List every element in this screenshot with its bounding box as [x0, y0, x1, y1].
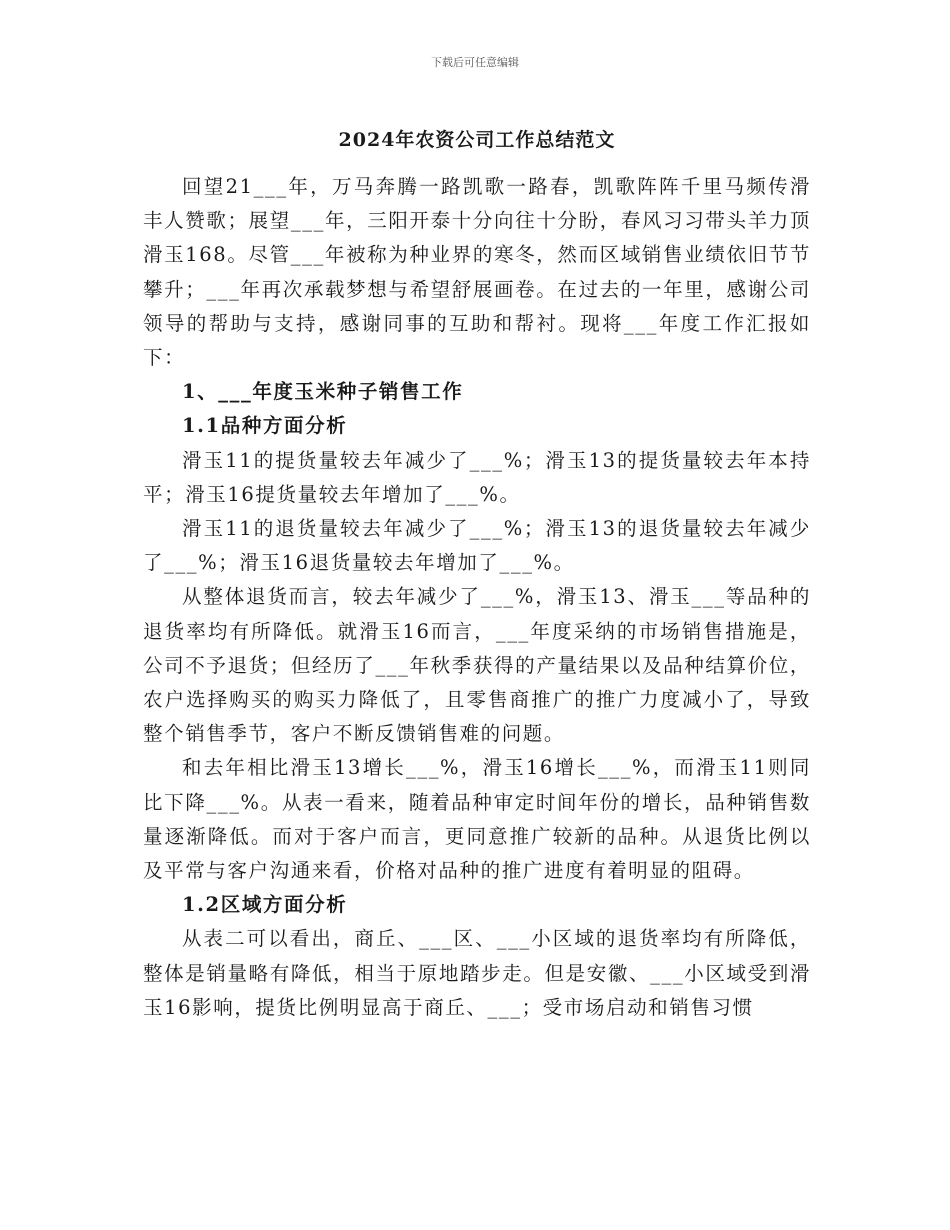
paragraph-pickup: 滑玉11的提货量较去年减少了___%；滑玉13的提货量较去年本持平；滑玉16提货量较去年增加了___%。 [143, 448, 811, 506]
subsection-heading-1-1: 1.1品种方面分析 [182, 414, 348, 438]
document-page [143, 120, 811, 1025]
page-title: 2024年农资公司工作总结范文 [338, 129, 616, 151]
paragraph-returns: 滑玉11的退货量较去年减少了___%；滑玉13的退货量较去年减少了___%；滑玉16退货量较去年增加了___%。 [143, 517, 811, 575]
subsection-heading-1-2: 1.2区域方面分析 [182, 893, 348, 917]
paragraph-region: 从表二可以看出，商丘、___区、___小区域的退货率均有所降低，整体是销量略有降低，相当于原地踏步走。但是安徽、___小区域受到滑玉16影响，提货比例明显高于商丘、___；受市场启动和销售习惯 [143, 927, 811, 1019]
paragraph-growth: 和去年相比滑玉13增长___%，滑玉16增长___%，而滑玉11则同比下降___%。从表一看来，随着品种审定时间年份的增长，品种销售数量逐渐降低。而对于客户而言，更同意推广较新的品种。从退货比例以及平常与客户沟通来看，价格对品种的推广进度有着明显的阻碍。 [143, 756, 811, 883]
section-heading-1: 1、___年度玉米种子销售工作 [182, 380, 464, 404]
header-note: 下载后可任意编辑 [431, 56, 519, 69]
paragraph-overall-returns: 从整体退货而言，较去年减少了___%，滑玉13、滑玉___等品种的退货率均有所降低。就滑玉16而言，___年度采纳的市场销售措施是，公司不予退货；但经历了___年秋季获得的产量结果以及品种结算价位，农户选择购买的购买力降低了，且零售商推广的推广力度减小了，导致整个销售季节，客户不断反馈销售难的问题。 [143, 585, 811, 746]
paragraph-intro: 回望21___年，万马奔腾一路凯歌一路春，凯歌阵阵千里马频传滑丰人赞歌；展望___年，三阳开泰十分向往十分盼，春风习习带头羊力顶滑玉168。尽管___年被称为种业界的寒冬，然而区域销售业绩依旧节节攀升；___年再次承载梦想与希望舒展画卷。在过去的一年里，感谢公司领导的帮助与支持，感谢同事的互助和帮衬。现将___年度工作汇报如下： [143, 175, 811, 370]
